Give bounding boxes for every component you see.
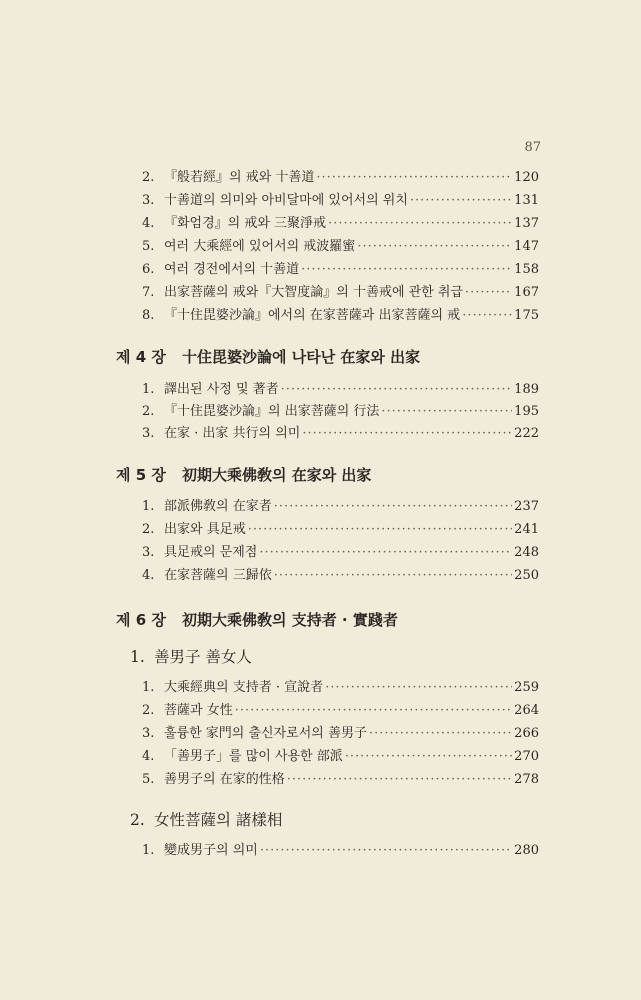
entry-page: 137 bbox=[514, 216, 539, 231]
toc-entry bbox=[142, 497, 539, 517]
entry-title: 여러 경전에서의 十善道 bbox=[164, 262, 300, 277]
entry-title: 出家와 具足戒 bbox=[164, 522, 246, 537]
entry-page: 175 bbox=[514, 308, 539, 323]
chapter-title: 十住毘婆沙論에 나타난 在家와 出家 bbox=[182, 348, 421, 366]
entry-number: 4. bbox=[142, 216, 155, 231]
entry-title: 變成男子의 의미 bbox=[164, 843, 258, 858]
toc-entry bbox=[142, 191, 539, 211]
toc-entry bbox=[142, 520, 539, 540]
toc-entry bbox=[142, 543, 539, 563]
dot-leader bbox=[235, 701, 512, 721]
dot-leader bbox=[410, 191, 512, 211]
toc-entry bbox=[142, 724, 539, 744]
dot-leader bbox=[316, 168, 512, 188]
dot-leader bbox=[259, 543, 512, 563]
toc-entry bbox=[142, 678, 539, 698]
entry-title: 十善道의 의미와 아비달마에 있어서의 위치 bbox=[164, 193, 408, 208]
entry-page: 222 bbox=[514, 426, 539, 441]
entry-number: 4. bbox=[142, 749, 155, 764]
toc-entry bbox=[142, 770, 539, 790]
entry-page: 131 bbox=[514, 193, 539, 208]
entry-title: 『般若經』의 戒와 十善道 bbox=[164, 170, 315, 185]
entry-number: 3. bbox=[142, 726, 155, 741]
chapter-label: 제 5 장 bbox=[116, 466, 166, 484]
section-heading bbox=[130, 808, 282, 832]
entry-title: 「善男子」를 많이 사용한 部派 bbox=[164, 749, 343, 764]
dot-leader bbox=[248, 520, 512, 540]
entry-number: 8. bbox=[142, 308, 155, 323]
entry-title: 在家 · 出家 共行의 의미 bbox=[164, 426, 301, 441]
section-number: 2. bbox=[130, 811, 145, 829]
toc-entry bbox=[142, 306, 539, 326]
entry-number: 1. bbox=[142, 382, 155, 397]
entry-title: 出家菩薩의 戒와『大智度論』의 十善戒에 관한 취급 bbox=[164, 285, 463, 300]
entry-number: 5. bbox=[142, 239, 155, 254]
toc-entry bbox=[142, 402, 539, 422]
toc-entry bbox=[142, 168, 539, 188]
toc-entry bbox=[142, 747, 539, 767]
entry-number: 3. bbox=[142, 545, 155, 560]
dot-leader bbox=[369, 724, 512, 744]
dot-leader bbox=[381, 402, 512, 422]
entry-number: 6. bbox=[142, 262, 155, 277]
entry-title: 菩薩과 女性 bbox=[164, 703, 233, 718]
chapter-heading bbox=[116, 345, 420, 369]
entry-title: 善男子의 在家的性格 bbox=[164, 772, 285, 787]
entry-page: 266 bbox=[514, 726, 539, 741]
dot-leader bbox=[281, 380, 513, 400]
entry-title: 『화엄경』의 戒와 三聚淨戒 bbox=[164, 216, 327, 231]
entry-number: 1. bbox=[142, 680, 155, 695]
entry-page: 158 bbox=[514, 262, 539, 277]
entry-page: 248 bbox=[514, 545, 539, 560]
toc-entry bbox=[142, 701, 539, 721]
dot-leader bbox=[465, 283, 512, 303]
dot-leader bbox=[301, 260, 512, 280]
entry-title: 훌륭한 家門의 출신자로서의 善男子 bbox=[164, 726, 367, 741]
toc-entry bbox=[142, 380, 539, 400]
page-number: 87 bbox=[524, 140, 541, 155]
entry-page: 278 bbox=[514, 772, 539, 787]
section-title: 女性菩薩의 諸樣相 bbox=[154, 811, 283, 829]
entry-title: 여러 大乘經에 있어서의 戒波羅蜜 bbox=[164, 239, 356, 254]
dot-leader bbox=[462, 306, 512, 326]
toc-entry bbox=[142, 283, 539, 303]
entry-page: 167 bbox=[514, 285, 539, 300]
entry-page: 264 bbox=[514, 703, 539, 718]
chapter-heading bbox=[116, 463, 371, 487]
toc-entry bbox=[142, 424, 539, 444]
entry-number: 2. bbox=[142, 522, 155, 537]
entry-page: 259 bbox=[514, 680, 539, 695]
toc-entry bbox=[142, 237, 539, 257]
entry-page: 189 bbox=[514, 382, 539, 397]
toc-entry bbox=[142, 566, 539, 586]
entry-title: 『十住毘婆沙論』에서의 在家菩薩과 出家菩薩의 戒 bbox=[164, 308, 461, 323]
entry-page: 120 bbox=[514, 170, 539, 185]
chapter-label: 제 4 장 bbox=[116, 348, 166, 366]
entry-number: 2. bbox=[142, 404, 155, 419]
entry-number: 3. bbox=[142, 193, 155, 208]
entry-page: 280 bbox=[514, 843, 539, 858]
entry-page: 250 bbox=[514, 568, 539, 583]
chapter-heading bbox=[116, 608, 398, 632]
chapter-label: 제 6 장 bbox=[116, 611, 166, 629]
section-number: 1. bbox=[130, 648, 145, 666]
toc-entry bbox=[142, 260, 539, 280]
entry-number: 1. bbox=[142, 843, 155, 858]
dot-leader bbox=[274, 497, 512, 517]
entry-number: 2. bbox=[142, 170, 155, 185]
entry-title: 在家菩薩의 三歸依 bbox=[164, 568, 272, 583]
entry-title: 部派佛敎의 在家者 bbox=[164, 499, 272, 514]
dot-leader bbox=[328, 214, 512, 234]
entry-number: 2. bbox=[142, 703, 155, 718]
entry-number: 5. bbox=[142, 772, 155, 787]
entry-number: 1. bbox=[142, 499, 155, 514]
dot-leader bbox=[287, 770, 512, 790]
entry-page: 147 bbox=[514, 239, 539, 254]
chapter-title: 初期大乘佛敎의 支持者 · 實踐者 bbox=[182, 611, 398, 629]
entry-number: 4. bbox=[142, 568, 155, 583]
chapter-title: 初期大乘佛敎의 在家와 出家 bbox=[182, 466, 372, 484]
toc-entry bbox=[142, 214, 539, 234]
entry-page: 241 bbox=[514, 522, 539, 537]
entry-title: 大乘經典의 支持者 · 宣說者 bbox=[164, 680, 324, 695]
dot-leader bbox=[325, 678, 512, 698]
section-title: 善男子 善女人 bbox=[154, 648, 252, 666]
entry-page: 195 bbox=[514, 404, 539, 419]
dot-leader bbox=[260, 841, 512, 861]
dot-leader bbox=[274, 566, 512, 586]
entry-number: 3. bbox=[142, 426, 155, 441]
dot-leader bbox=[357, 237, 512, 257]
entry-page: 237 bbox=[514, 499, 539, 514]
toc-entry bbox=[142, 841, 539, 861]
section-heading bbox=[130, 645, 252, 669]
dot-leader bbox=[345, 747, 512, 767]
entry-title: 譯出된 사정 및 著者 bbox=[164, 382, 279, 397]
entry-number: 7. bbox=[142, 285, 155, 300]
entry-title: 『十住毘婆沙論』의 出家菩薩의 行法 bbox=[164, 404, 380, 419]
entry-page: 270 bbox=[514, 749, 539, 764]
dot-leader bbox=[302, 424, 512, 444]
entry-title: 具足戒의 문제점 bbox=[164, 545, 258, 560]
